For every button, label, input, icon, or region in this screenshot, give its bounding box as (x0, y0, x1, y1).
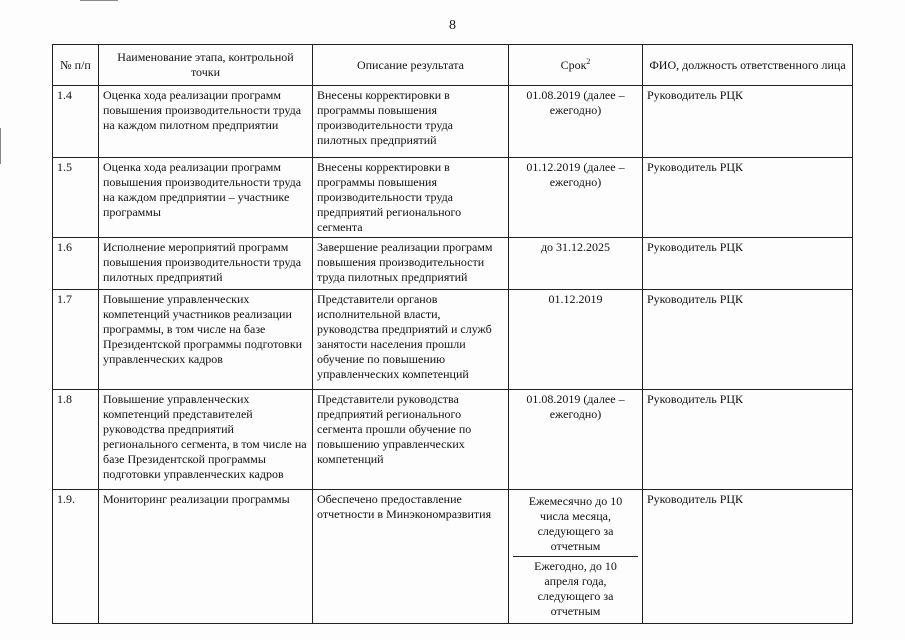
row-num: 1.5 (53, 158, 99, 238)
row-deadline (509, 490, 643, 624)
row-name: Оценка хода реализации программ повышения производительности труда на каждом пилотном предприятии (99, 86, 313, 158)
row-result: Представители органов исполнительной власти, руководства предприятий и служб занятости населения прошли обучение по повышению управленческих компетенций (313, 290, 509, 390)
row-name: Исполнение мероприятий программ повышения производительности труда пилотных предприятий (99, 238, 313, 290)
header-result: Описание результата (313, 45, 509, 86)
row-deadline: до 31.12.2025 (509, 238, 643, 290)
row-result: Завершение реализации программ повышения производительности труда пилотных предприятий (313, 238, 509, 290)
row-name: Оценка хода реализации программ повышения производительности труда на каждом предприятии – участнике программы (99, 158, 313, 238)
row-person: Руководитель РЦК (643, 290, 853, 390)
header-deadline-label: Срок (560, 57, 587, 72)
row-num: 1.8 (53, 390, 99, 490)
row-num: 1.4 (53, 86, 99, 158)
scan-mark-top (80, 0, 118, 1)
plan-table (52, 44, 853, 624)
row-num: 1.9. (53, 490, 99, 624)
row-deadline: 01.12.2019 (509, 290, 643, 390)
deadline-monthly: Ежемесячно до 10 числа месяца, следующего за отчетным (528, 494, 623, 553)
row-deadline: 01.08.2019 (далее – ежегодно) (509, 390, 643, 490)
row-person: Руководитель РЦК (643, 86, 853, 158)
row-name: Мониторинг реализации программы (99, 490, 313, 624)
row-person: Руководитель РЦК (643, 158, 853, 238)
row-person: Руководитель РЦК (643, 490, 853, 624)
footnote-marker: 2 (586, 56, 591, 66)
row-deadline: 01.08.2019 (далее – ежегодно) (509, 86, 643, 158)
table-row (53, 238, 853, 290)
table-row (53, 490, 853, 624)
row-person: Руководитель РЦК (643, 238, 853, 290)
header-name: Наименование этапа, контрольной точки (99, 45, 313, 86)
row-deadline: 01.12.2019 (далее – ежегодно) (509, 158, 643, 238)
row-result: Внесены корректировки в программы повышения производительности труда пилотных предприятий (313, 86, 509, 158)
header-person: ФИО, должность ответственного лица (643, 45, 853, 86)
table-row (53, 390, 853, 490)
header-deadline (509, 45, 643, 86)
deadline-yearly: Ежегодно, до 10 апреля года, следующего за отчетным (513, 556, 638, 621)
table-row (53, 158, 853, 238)
scan-mark-left (0, 128, 1, 164)
row-result: Представители руководства предприятий регионального сегмента прошли обучение по повышению управленческих компетенций (313, 390, 509, 490)
table-header-row (53, 45, 853, 86)
table-row (53, 290, 853, 390)
table-row (53, 86, 853, 158)
row-result: Обеспечено предоставление отчетности в Минэкономразвития (313, 490, 509, 624)
page-number: 8 (449, 18, 456, 33)
row-name: Повышение управленческих компетенций участников реализации программы, в том числе на базе Президентской программы подготовки управленческих кадров (99, 290, 313, 390)
row-num: 1.6 (53, 238, 99, 290)
row-name: Повышение управленческих компетенций представителей руководства предприятий регионального сегмента, в том числе на базе Президентской программы подготовки управленческих кадров (99, 390, 313, 490)
row-person: Руководитель РЦК (643, 390, 853, 490)
header-num: № п/п (53, 45, 99, 86)
row-result: Внесены корректировки в программы повышения производительности труда предприятий регионального сегмента (313, 158, 509, 238)
row-num: 1.7 (53, 290, 99, 390)
